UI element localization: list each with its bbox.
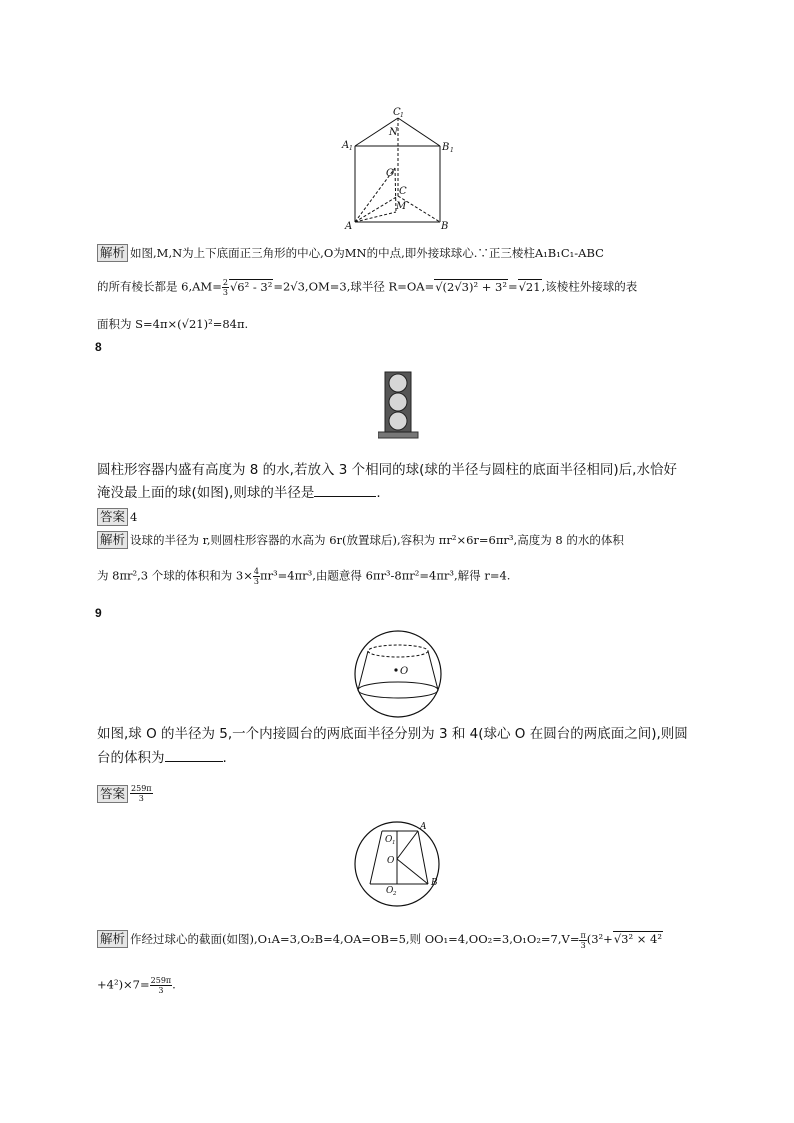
q8-solution-line2: 为 8πr²,3 个球的体积和为 3× $\frac{4}{3}$ πr³=4πr³,由题意得 6πr³-8πr²=4πr³,解得 r=4. [97, 567, 511, 586]
cylinder-balls-figure [378, 368, 420, 442]
label-b: B [441, 221, 449, 232]
label-a1: A [342, 140, 350, 151]
svg-text:1: 1 [450, 147, 454, 154]
q7-solution-line2: 的所有棱长都是 6,AM= $\frac{2}{3}$ √6² - 3²=2√3,OM=3,球半径 R=OA=√(2√3)² + 3²=√21,该棱柱外接球的表 [97, 278, 638, 297]
q7-solution-line1: 解析 如图,M,N为上下底面正三角形的中心,O为MN的中点,即外接球球心.∵正三棱柱A₁B₁C₁-ABC [97, 244, 604, 262]
svg-text:1: 1 [392, 840, 396, 846]
q9-solution-line1: 解析 作经过球心的截面(如图),O₁A=3,O₂B=4,OA=OB=5,则 OO₁=4,OO₂=3,O₁O₂=7,V= $\frac{\pi}{3}$ (3²+√3² × 4² [97, 930, 663, 950]
svg-text:1: 1 [400, 112, 404, 119]
answer-blank [165, 749, 223, 762]
label-c: C [399, 186, 407, 197]
label-a: A [420, 822, 427, 832]
sphere-frustum-figure [350, 626, 446, 722]
q8-question-line1: 圆柱形容器内盛有高度为 8 的水,若放入 3 个相同的球(球的半径与圆柱的底面半径相同)后,水恰好 [97, 462, 677, 478]
label-o2: O [386, 886, 394, 896]
question-number-9: 9 [95, 606, 102, 620]
q9-solution-line2: +4²)×7= $\frac{259\pi}{3}$ . [97, 976, 176, 995]
label-m: M [396, 201, 407, 212]
answer-tag: 答案 [97, 785, 128, 803]
q9-question-line1: 如图,球 O 的半径为 5,一个内接圆台的两底面半径分别为 3 和 4(球心 O 在圆台的两底面之间),则圆 [97, 726, 688, 742]
solution-tag: 解析 [97, 244, 128, 262]
prism-figure [340, 104, 460, 234]
q8-answer: 答案 4 [97, 508, 137, 526]
label-o: O [400, 666, 409, 677]
svg-text:1: 1 [349, 145, 353, 152]
label-a: A [345, 221, 353, 232]
q8-solution-line1: 解析 设球的半径为 r,则圆柱形容器的水高为 6r(放置球后),容积为 πr²×6r=6πr³,高度为 8 的水的体积 [97, 531, 624, 549]
q7-solution-line3: 面积为 S=4π×(√21)²=84π. [97, 317, 249, 331]
label-o: O [387, 856, 395, 866]
question-number-8: 8 [95, 340, 102, 354]
label-o1: O [385, 835, 393, 845]
label-o: O [386, 168, 395, 179]
solution-tag: 解析 [97, 531, 128, 549]
answer-tag: 答案 [97, 508, 128, 526]
solution-tag: 解析 [97, 930, 128, 948]
label-b: B [431, 878, 438, 888]
label-c1: C [393, 107, 401, 118]
q8-question-line2: 淹没最上面的球(如图),则球的半径是 . [97, 485, 381, 501]
answer-blank [314, 484, 376, 497]
q9-question-line2: 台的体积为 . [97, 750, 227, 766]
cross-section-figure [350, 818, 446, 914]
label-b1: B [442, 142, 450, 153]
svg-text:2: 2 [393, 891, 397, 897]
q9-answer: 答案 $\frac{259\pi}{3}$ [97, 784, 153, 803]
label-n: N [389, 127, 398, 138]
